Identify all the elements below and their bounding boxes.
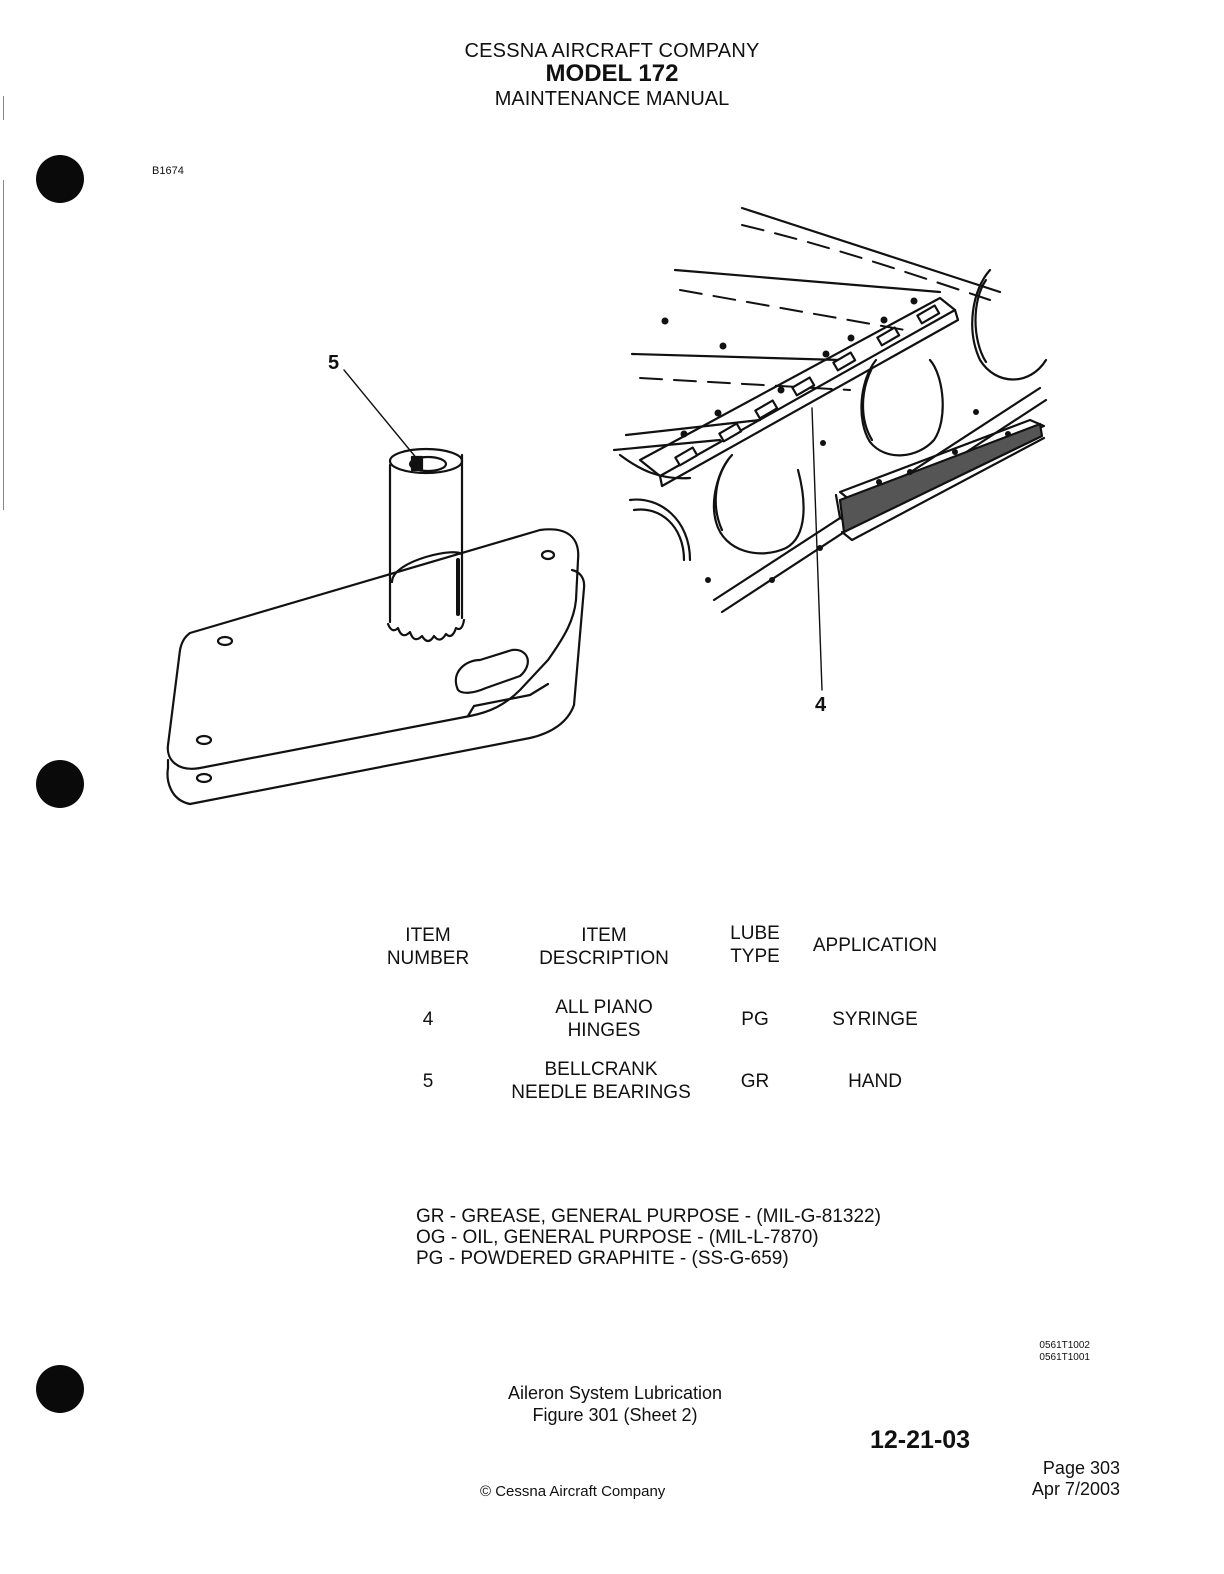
lube-legend [416,1206,881,1269]
page-number: Page 303 Apr 7/2003 [1031,1458,1120,1499]
row-lube-type: PG [741,1009,769,1030]
hinge-drawing [614,208,1046,690]
section-number: 12-21-03 [870,1426,971,1454]
header-item-number: ITEM NUMBER [386,925,470,969]
bellcrank-drawing [168,370,585,804]
legend-item: GR - GREASE, GENERAL PURPOSE - (MIL-G-81322) [416,1206,881,1227]
row-application: SYRINGE [832,1009,918,1030]
row-item-number: 4 [422,1009,434,1030]
art-number: B1674 [152,165,184,177]
copyright-notice: © Cessna Aircraft Company [480,1483,666,1500]
manual-title: MAINTENANCE MANUAL [494,88,730,110]
row-lube-type: GR [740,1071,770,1092]
row-application: HAND [848,1071,902,1092]
punch-hole [36,1365,84,1413]
caption-sheet: Figure 301 (Sheet 2) [532,1405,698,1425]
company-name: CESSNA AIRCRAFT COMPANY [464,40,760,62]
header-lube-type: LUBE TYPE [730,923,780,967]
drawing-codes: 0561T1002 0561T1001 [1039,1340,1090,1363]
row-item-number: 5 [422,1071,434,1092]
row-item-description: BELLCRANK NEEDLE BEARINGS [511,1059,691,1103]
revision-date: Apr 7/2003 [1031,1479,1120,1499]
model-title: MODEL 172 [545,60,679,87]
row-item-description: ALL PIANO HINGES [555,997,653,1041]
header-item-description: ITEM DESCRIPTION [539,925,669,969]
caption-title: Aileron System Lubrication [507,1383,723,1403]
header-application: APPLICATION [812,935,938,956]
legend-item: PG - POWDERED GRAPHITE - (SS-G-659) [416,1248,789,1269]
callout-4: 4 [815,694,827,716]
legend-item: OG - OIL, GENERAL PURPOSE - (MIL-L-7870) [416,1227,819,1248]
callout-5: 5 [328,352,340,374]
figure-caption [400,1382,830,1426]
